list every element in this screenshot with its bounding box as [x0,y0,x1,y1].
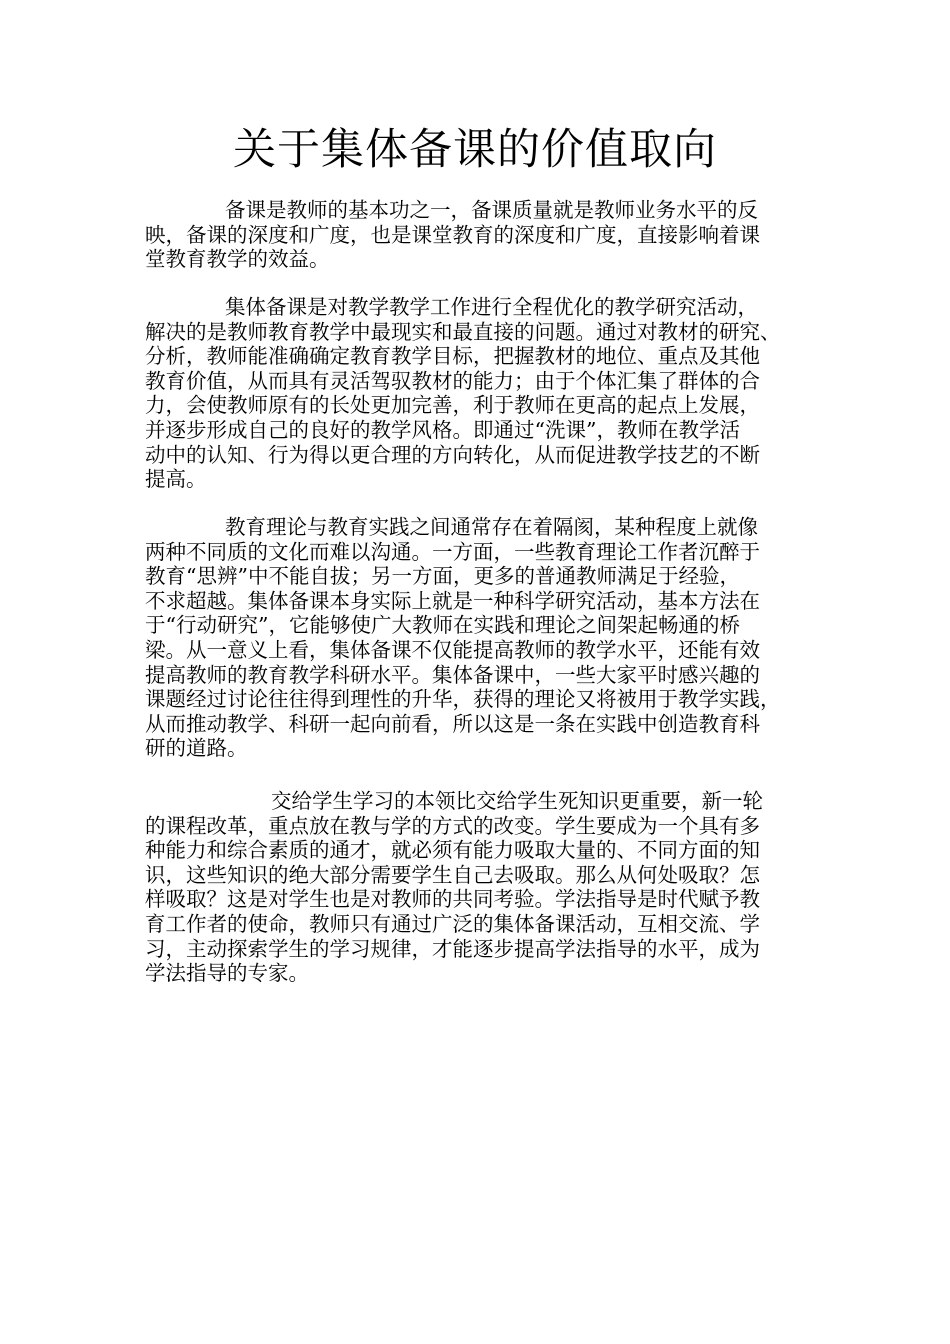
paragraph-line: 的课程改革，重点放在教与学的方式的改变。学生要成为一个具有多 [145,813,760,838]
paragraph-line: 动中的认知、行为得以更合理的方向转化，从而促进教学技艺的不断 [145,442,760,467]
paragraph-line: 提高教师的教育教学科研水平。集体备课中，一些大家平时感兴趣的 [145,662,760,687]
paragraph-line: 解决的是教师教育教学中最现实和最直接的问题。通过对教材的研究、 [145,319,781,344]
paragraph-line: 梁。从一意义上看，集体备课不仅能提高教师的教学水平，还能有效 [145,637,760,662]
paragraph-1 [145,198,811,272]
paragraph-line: 提高。 [145,467,207,492]
paragraph-4 [145,789,811,986]
paragraph-2 [145,295,811,492]
paragraph-line: 课题经过讨论往往得到理性的升华，获得的理论又将被用于教学实践， [145,687,781,712]
paragraph-line: 堂教育教学的效益。 [145,247,330,272]
paragraph-line: 研的道路。 [145,736,248,761]
paragraph-line: 习，主动探索学生的学习规律，才能逐步提高学法指导的水平，成为 [145,936,760,961]
paragraph-line: 识，这些知识的绝大部分需要学生自己去吸取。那么从何处吸取？怎 [145,862,760,887]
paragraph-line: 力，会使教师原有的长处更加完善，利于教师在更高的起点上发展， [145,393,760,418]
paragraph-line: 两种不同质的文化而难以沟通。一方面，一些教育理论工作者沉醉于 [145,539,760,564]
paragraph-line: 交给学生学习的本领比交给学生死知识更重要，新一轮 [271,789,763,813]
paragraph-line: 教育“思辨”中不能自拔；另一方面，更多的普通教师满足于经验， [145,564,740,589]
paragraph-line: 从而推动教学、科研一起向前看，所以这是一条在实践中创造教育科 [145,711,760,736]
paragraph-line: 教育理论与教育实践之间通常存在着隔阂，某种程度上就像 [225,515,758,539]
paragraph-line: 学法指导的专家。 [145,961,309,986]
paragraph-line: 于“行动研究”，它能够使广大教师在实践和理论之间架起畅通的桥 [145,613,740,638]
paragraph-line: 育工作者的使命，教师只有通过广泛的集体备课活动，互相交流、学 [145,911,760,936]
paragraph-line: 不求超越。集体备课本身实际上就是一种科学研究活动，基本方法在 [145,588,760,613]
paragraph-line: 集体备课是对教学教学工作进行全程优化的教学研究活动， [225,295,758,319]
paragraph-3 [145,515,811,761]
paragraph-line: 分析，教师能准确确定教育教学目标，把握教材的地位、重点及其他 [145,344,760,369]
paragraph-line: 映，备课的深度和广度，也是课堂教育的深度和广度，直接影响着课 [145,222,760,247]
paragraph-line: 教育价值，从而具有灵活驾驭教材的能力；由于个体汇集了群体的合 [145,368,760,393]
document-title: 关于集体备课的价值取向 [233,125,717,175]
paragraph-line: 样吸取？这是对学生也是对教师的共同考验。学法指导是时代赋予教 [145,887,760,912]
paragraph-line: 种能力和综合素质的通才，就必须有能力吸取大量的、不同方面的知 [145,838,760,863]
paragraph-line: 并逐步形成自己的良好的教学风格。即通过“洗课”，教师在教学活 [145,417,740,442]
paragraph-line: 备课是教师的基本功之一，备课质量就是教师业务水平的反 [225,198,758,222]
